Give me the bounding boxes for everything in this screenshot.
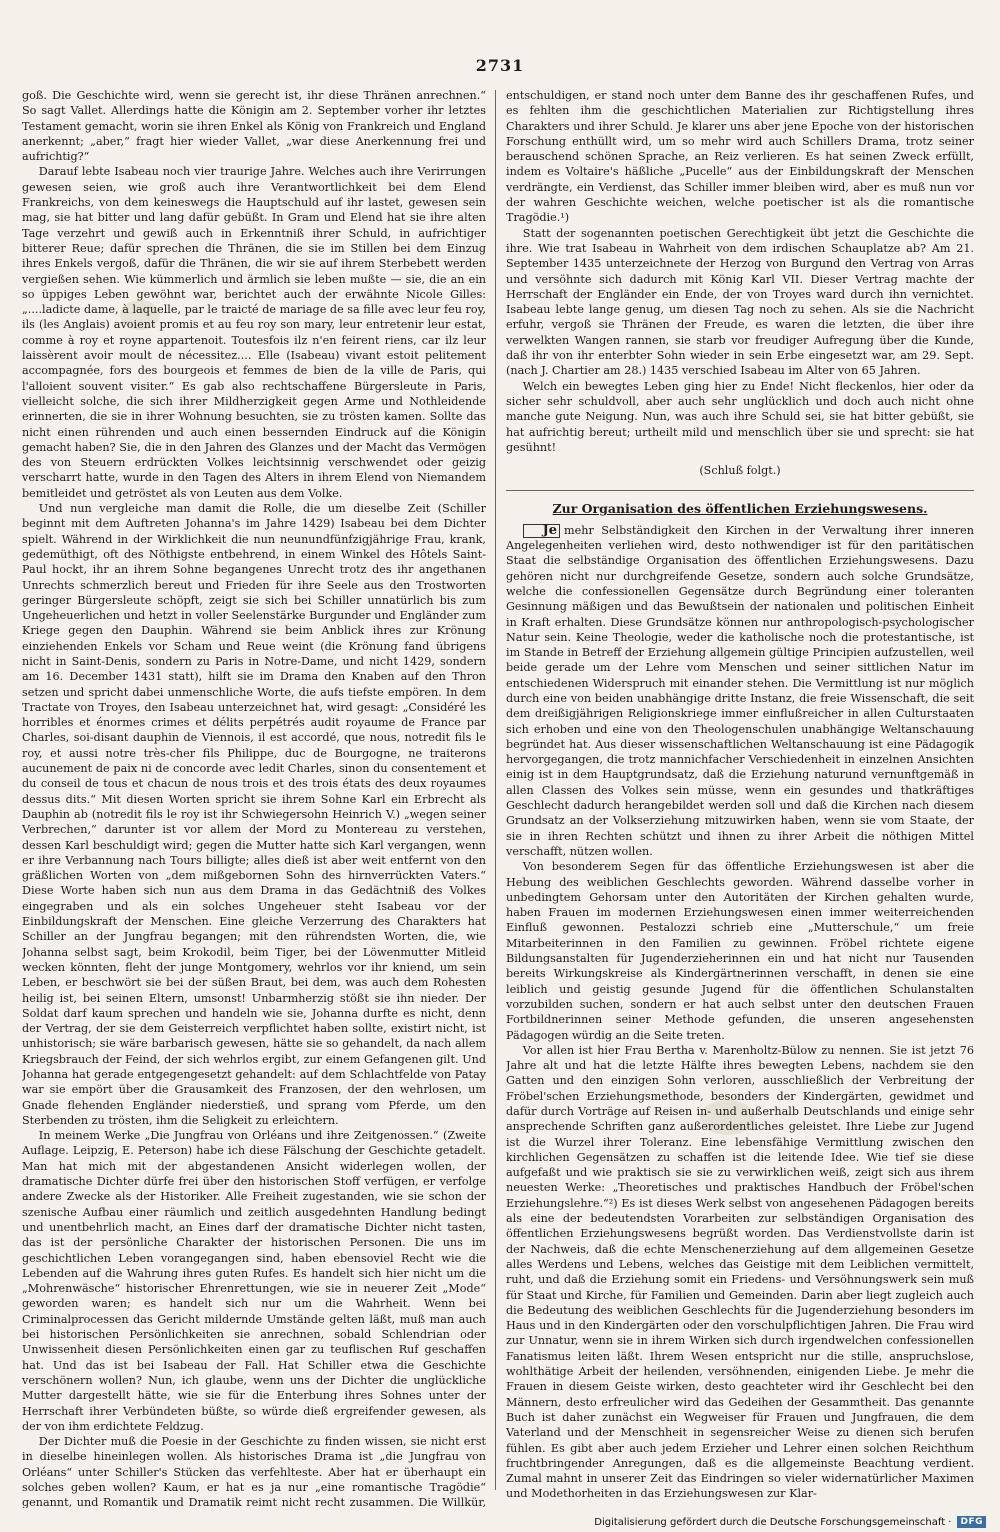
paragraph: Darauf lebte Isabeau noch vier traurige Jahre. Welches auch ihre Verirrungen gewesen seien, wie groß auch ihre Verantwortlichkeit bei dem Elend Frankreichs, von dem keineswegs die Hauptschuld auf ihr lastet, gewesen sein mag, sie hat bitter und lang dafür gebüßt. In Gram und Elend hat sie ihre alten Tage verzehrt und gewiß auch in Erkenntniß ihrer Schuld, in aufrichtiger bitterer Reue; dafür sprechen die Thränen, die sie im Stillen bei dem Einzug ihres Enkels vergoß, dafür die Thränen, die wir sie auf ihrem Sterbebett werden vergießen sehen. Wie kümmerlich und ärmlich sie leben mußte — sie, die an ein so üppiges Leben gewöhnt war, berichtet auch der erwähnte Nicole Gilles: „....ladicte dame, à laquelle, par le traicté de mariage de sa fille avec leur feu roy, ils (les Anglais) avoient promis et au feu roy son mary, leur entretenir leur estat, comme à roy et royne appartenoit. Toutesfois ilz n'en feirent riens, car ilz leur laissèrent avoir moult de nécessitez.... Elle (Isabeau) vivant estoit pelitement accompagnée, fors des bourgeois et femmes de bien de la ville de Paris, qui l'alloient souvent visiter.“ Es gab also rechtschaffene Bürgersleute in Paris, vielleicht solche, die sich ihrer Mildherzigkeit gegen Arme und Nothleidende erinnerten, die sie in ihrer Wohnung besuchten, sie zu trösten kamen. Sollte das nicht einen rührenden und auch einen bessernden Eindruck auf die Königin gemacht haben? Sie, die in den Jahren des Glanzes und der Macht das Vermögen des von Steuern erdrückten Volkes leichtsinnig verschwendet oder geizig verscharrt hatte, wurde in den Tagen des Alters in ihrem Elend von Niemandem bemitleidet und getröstet als von Leuten aus dem Volke. xyxy=(22,165,486,500)
paragraph: goß. Die Geschichte wird, wenn sie gerecht ist, ihr diese Thränen anrechnen.“ So sagt Vallet. Allerdings hatte die Königin am 2. September vorher ihr letztes Testament gemacht, worin sie ihren Enkel als König von Frankreich und England anerkennt; „aber,“ fragt hier wieder Vallet, „war diese Anerkennung frei und aufrichtig?“ xyxy=(22,89,486,164)
paragraph: Von besonderem Segen für das öffentliche Erziehungswesen ist aber die Hebung des weiblichen Geschlechts geworden. Während dasselbe vorher in unbedingtem Gehorsam unter den Autoritäten der Kirchen gehalten wurde, haben Frauen im modernen Erziehungswesen einen immer weiterreichenden Einfluß gewonnen. Pestalozzi schrieb eine „Mutterschule,“ um freie Mitarbeiterinnen in den Familien zu gewinnen. Fröbel richtete eigene Bildungsanstalten für Jugenderzieherinnen ein und hat nicht nur Tausenden bereits Wirkungskreise als Kindergärtnerinnen verschafft, in denen sie eine leiblich und geistig gesunde Jugend für die öffentlichen Schulanstalten vorzubilden suchen, sondern er hat auch selbst unter den deutschen Frauen Fortbildnerinnen seiner Methode gefunden, die unseren angesehensten Pädagogen würdig an die Seite treten. xyxy=(506,860,974,1042)
footer-text: Digitalisierung gefördert durch die Deutsche Forschungsgemeinschaft · xyxy=(594,1516,952,1528)
paragraph-text: mehr Selbständigkeit den Kirchen in der Verwaltung ihrer inneren Angelegenheiten verliehen wird, desto nothwendiger ist für den paritätischen Staat die selbständige Organisation des öffentlichen Erziehungswesens. Dazu gehören nicht nur durchgreifende Gesetze, sondern auch solche Grundsätze, welche die confessionellen Gegensätze durch Begründung einer toleranten Gesinnung mäßigen und das Bewußtsein der nationalen und politischen Einheit in Kraft erhalten. Diese Grundsätze können nur anthropologisch-psychologischer Natur sein. Keine Theologie, weder die katholische noch die protestantische, ist im Stande in Betreff der Erziehung allgemein gültige Principien aufzustellen, weil beide gerade um der Lehre vom Menschen und seiner sittlichen Natur im entschiedenen Widerspruch mit einander stehen. Die Vermittlung ist nur möglich durch eine von beiden unabhängige dritte Instanz, die freie Wissenschaft, die seit dem dreißigjährigen Religionskriege immer einflußreicher in allen Culturstaaten sich erhoben und eine von den Theologenschulen unabhängige Weltanschauung begründet hat. Aus dieser wissenschaftlichen Weltanschauung ist eine Pädagogik hervorgegangen, die trotz mannichfacher Verschiedenheit in einzelnen Ansichten einig ist in dem Hauptgrundsatz, daß die Erziehung naturund vernunftgemäß in allen Classen des Volkes sein müsse, wenn ein gesundes und thatkräftiges Geschlecht dadurch herangebildet werden soll und daß die Kirchen nach diesem Grundsatz an der Volkserziehung mitzuwirken haben, wenn sie vom Staate, der sie in ihren Rechten schützt und ihnen zu ihrer Arbeit die nöthigen Mittel verschafft, nützen wollen. xyxy=(506,523,974,858)
dfg-logo: DFG xyxy=(957,1516,986,1528)
left-column xyxy=(22,88,486,1508)
column-divider xyxy=(495,90,496,1490)
paragraph: Welch ein bewegtes Leben ging hier zu Ende! Nicht fleckenlos, hier oder da sicher sehr schuldvoll, aber auch sehr unglücklich und doch auch nicht ohne manche gute Neigung. Nun, was auch ihre Schuld sei, sie hat bitter gebüßt, sie hat aufrichtig bereut; urtheilt mild und menschlich über sie und sprecht: sie hat gesühnt! xyxy=(506,379,974,454)
paragraph: Vor allen ist hier Frau Bertha v. Marenholtz-Bülow zu nennen. Sie ist jetzt 76 Jahre alt und hat die letzte Hälfte ihres bewegten Lebens, nachdem sie den Gatten und den einzigen Sohn verloren, ausschließlich der Verbreitung der Fröbel'schen Erziehungsmethode, besonders der Kindergärten, gewidmet und dafür durch Vorträge auf Reisen in- und außerhalb Deutschlands und einige sehr ansprechende Schriften ganz außerordentliches geleistet. Ihre Liebe zur Jugend ist die Wurzel ihrer Toleranz. Eine lebensfähige Vermittlung zwischen den kirchlichen Gegensätzen zu schaffen ist die leitende Idee. Wie tief sie diese aufgefaßt und wie praktisch sie sie zu verwirklichen weiß, zeigt sich aus ihrem neuesten Werke: „Theoretisches und praktisches Handbuch der Fröbel'schen Erziehungslehre.“²) Es ist dieses Werk selbst von angesehenen Pädagogen bereits als eine der bedeutendsten Vorarbeiten zur selbständigen Organisation des öffentlichen Erziehungswesens begrüßt worden. Das Verdienstvollste darin ist der Nachweis, daß die echte Menschenerziehung auf dem allgemeinen Gesetze alles Werdens und Lebens, welches das Geistige mit dem Leiblichen vermittelt, ruht, und daß die Erziehung somit ein Friedens- und Versöhnungswerk sein muß für Staat und Kirche, für Familien und Gemeinden. Darin aber liegt zugleich auch die Bedeutung des weiblichen Geschlechts für die Jugenderziehung besonders im Haus und in den Kindergärten oder den vorschulpflichtigen Jahren. Die Frau wird zur Unnatur, wenn sie in ihrem Wirken sich durch irgendwelchen confessionellen Fanatismus leiten läßt. Ihrem Wesen entspricht nur die stille, anspruchslose, wohlthätige Arbeit der heilenden, versöhnenden, einigenden Liebe. Je mehr die Frauen in diesem Geiste wirken, desto geachteter wird ihr Geschlecht bei den Männern, desto erfreulicher wird das Gedeihen der Gesammtheit. Das genannte Buch ist daher zunächst ein Wegweiser für Frauen und Jungfrauen, die dem Vaterland und der Menschheit in segensreicher Weise zu dienen sich berufen fühlen. Es gibt aber auch jedem Erzieher und Lehrer einen solchen Reichthum fruchtbringender Anregungen, daß es die allgemeinste Beachtung verdient. Zumal mahnt in unserer Zeit das Eindringen so vieler widernatürlicher Maximen und Modethorheiten in das Erziehungswesen zur Klar- xyxy=(506,1043,974,1501)
initial-letter: Je xyxy=(523,524,560,538)
paragraph: entschuldigen, er stand noch unter dem Banne des ihr geschaffenen Rufes, und es fehlten ihm die geschichtlichen Materialien zur Richtigstellung ihres Charakters und ihrer Schuld. Je klarer uns aber jene Epoche von der historischen Forschung enthüllt wird, um so mehr wird auch Schillers Drama, trotz seiner berauschend schönen Sprache, an Reiz verlieren. Es hat seinen Zweck erfüllt, indem es Voltaire's häßliche „Pucelle“ aus der Einbildungskraft der Menschen verdrängte, ein Verdienst, das Schiller immer bleiben wird, aber es muß nun vor der wahren Geschichte weichen, welche poetischer ist als die romantische Tragödie.¹) xyxy=(506,89,974,225)
paragraph: Und nun vergleiche man damit die Rolle, die um dieselbe Zeit (Schiller beginnt mit dem Auftreten Johanna's im Jahre 1429) Isabeau bei dem Dichter spielt. Während in der Wirklichkeit die nun neunundfünfzigjährige Frau, krank, gedemüthigt, oft des Nöthigste entbehrend, in einem Winkel des Hôtels Saint-Paul hockt, ihr an ihrem Sohne begangenes Unrecht trotz des ihr angethanen Unrechts schmerzlich bereut und Frieden für ihre Seele aus den Trostworten geringer Bürgersleute schöpft, zeigt sie sich bei Schiller unnatürlich bis zum Ungeheuerlichen und hetzt in voller Seelenstärke Burgunder und Engländer zum Kriege gegen den Dauphin. Während sie beim Anblick ihres zur Krönung einziehenden Enkels vor Scham und Reue weint (die Krönung fand übrigens nicht in Saint-Denis, sondern zu Paris in Notre-Dame, und nicht 1429, sondern am 16. December 1431 statt), hilft sie im Drama den Knaben auf den Thron setzen und spricht dabei unmenschliche Worte, die aufs tiefste empören. In dem Tractate von Troyes, den Isabeau unterzeichnet hat, wird gesagt: „Considéré les horribles et énormes crimes et délits perpétrés audit royaume de France par Charles, soi-disant dauphin de Viennois, il est accordé, que nous, notredit fils le roy, et aussi notre très-cher fils Philippe, duc de Bourgogne, ne traiterons aucunement de paix ni de concorde avec ledit Charles, sinon du consentement et du conseil de tous et chacun de nous trois et des trois états des deux royaumes dessus dits.“ Mit diesen Worten spricht sie ihrem Sohne Karl ein Erbrecht als Dauphin ab (notredit fils le roy ist ihr Schwiegersohn Heinrich V.) „wegen seiner Verbrechen,“ darunter ist vor allem der Mord zu Montereau zu verstehen, dessen Karl beschuldigt wird; gegen die Mutter hatte sich Karl vergangen, wenn er ihre Verbannung nach Tours billigte; alles dieß ist aber weit entfernt von den gräßlichen Worten von „dem mißgebornen Sohn des hirnverrückten Vaters.“ Diese Worte haben sich nun aus dem Drama in das Gedächtniß des Volkes eingegraben und als ein solches Ungeheuer steht Isabeau vor der Einbildungskraft der Menschen. Eine gleiche Verzerrung des Charakters hat Schiller an der Jungfrau begangen; mit den rührendsten Worten, die, wie Johanna selbst sagt, beim Krokodil, beim Tiger, bei der Löwenmutter Mitleid wecken könnten, fleht der junge Montgomery, wehrlos vor ihr kniend, um sein Leben, er beschwört sie bei der süßen Braut, bei dem, was auch dem Rohesten heilig ist, bei seinen Eltern, umsonst! Unbarmherzig stößt sie ihn nieder. Der Soldat darf kaum sprechen und handeln wie sie, Johanna durfte es nicht, denn der Vertrag, der sie dem Geisterreich verpflichtet haben sollte, existirt nicht, ist unhistorisch; sie wäre barbarisch gewesen, hätte sie so gehandelt, da nach allem Kriegsbrauch der Feind, der sich wehrlos ergibt, zur einem Gefangenen gilt. Und Johanna hat gerade entgegengesetzt gehandelt: auf dem Schlachtfelde von Patay war sie empört über die Grausamkeit des Franzosen, der den wehrlosen, um Gnade flehenden Engländer niederstieß, und sprang vom Pferde, um den Sterbenden zu trösten, ihm die Seligkeit zu erleichtern. xyxy=(22,502,486,1127)
article-first-paragraph xyxy=(506,523,974,860)
to-be-continued-note: (Schluß folgt.) xyxy=(699,464,781,478)
digitization-footer xyxy=(594,1516,986,1528)
paragraph: In meinem Werke „Die Jungfrau von Orléans und ihre Zeitgenossen.“ (Zweite Auflage. Leipzig, E. Peterson) habe ich diese Fälschung der Geschichte getadelt. Man hat mich mit der abgestandenen Ansicht widerlegen wollen, der dramatische Dichter dürfe frei über den historischen Stoff verfügen, er verfolge andere Zwecke als der Historiker. Alle Freiheit zugestanden, wie sie schon der szenische Aufbau einer räumlich und zeitlich ausgedehnten Handlung bedingt und unentbehrlich macht, an Eines darf der dramatische Dichter nicht tasten, das ist der persönliche Charakter der historischen Personen. Die uns im geschichtlichen Leben vorangegangen sind, haben ebensoviel Recht wie die Lebenden auf die Wahrung ihres guten Rufes. Es handelt sich hier nicht um die „Mohrenwäsche“ historischer Ehrenrettungen, wie sie in neuerer Zeit „Mode“ geworden waren; es handelt sich nur um die Wahrheit. Wenn bei Criminalprocessen das Gericht mildernde Umstände gelten läßt, muß man auch bei historischen Persönlichkeiten sie anrechnen, sobald Schlendrian oder Unwissenheit diesen Persönlichkeiten einen gar zu teuflischen Ruf geschaffen hat. Und das ist bei Isabeau der Fall. Hat Schiller etwa die Geschichte verschönern wollen? Nun, ich glaube, wenn uns der Dichter die unglückliche Mutter dargestellt hätte, wie sie für die Enterbung ihres Sohnes unter der Herrschaft ihrer Verbündeten büßte, so würde dieß ergreifender gewesen, als der von ihm erdichtete Feldzug. xyxy=(22,1129,486,1433)
right-column xyxy=(506,88,974,1508)
article-heading: Zur Organisation des öffentlichen Erziehungswesens. xyxy=(552,501,928,517)
paragraph: Der Dichter muß die Poesie in der Geschichte zu finden wissen, sie nicht erst in dieselbe hineinlegen wollen. Als historisches Drama ist „die Jungfrau von Orléans“ unter Schiller's Stücken das verfehlteste. Aber hat er überhaupt ein solches geben wollen? Kaum, er hat es ja nur „eine romantische Tragödie“ genannt, und Romantik und Dramatik reimt nicht recht zusammen. Die Willkür, xyxy=(22,1435,486,1508)
page-number: 2731 xyxy=(475,56,525,75)
section-divider xyxy=(506,490,974,491)
paragraph: Statt der sogenannten poetischen Gerechtigkeit übt jetzt die Geschichte die ihre. Wie trat Isabeau in Wahrheit von dem irdischen Schauplatze ab? Am 21. September 1435 unterzeichnete der Herzog von Burgund den Vertrag von Arras und versöhnte sich dadurch mit König Karl VII. Dieser Vertrag machte der Herrschaft der Engländer ein Ende, der von Troyes ward durch ihn vernichtet. Isabeau lebte lange genug, um diesen Tag noch zu sehen. Als sie die Nachricht erfuhr, vergoß sie Thränen der Freude, es waren die letzten, die über ihre verwelkten Wangen rannen, sie starb vor freudiger Aufregung über die Kunde, daß ihr von ihr enterbter Sohn wieder in sein Erbe eingesetzt war, am 29. Sept. (nach J. Chartier am 28.) 1435 verschied Isabeau im Alter von 65 Jahren. xyxy=(506,226,974,378)
